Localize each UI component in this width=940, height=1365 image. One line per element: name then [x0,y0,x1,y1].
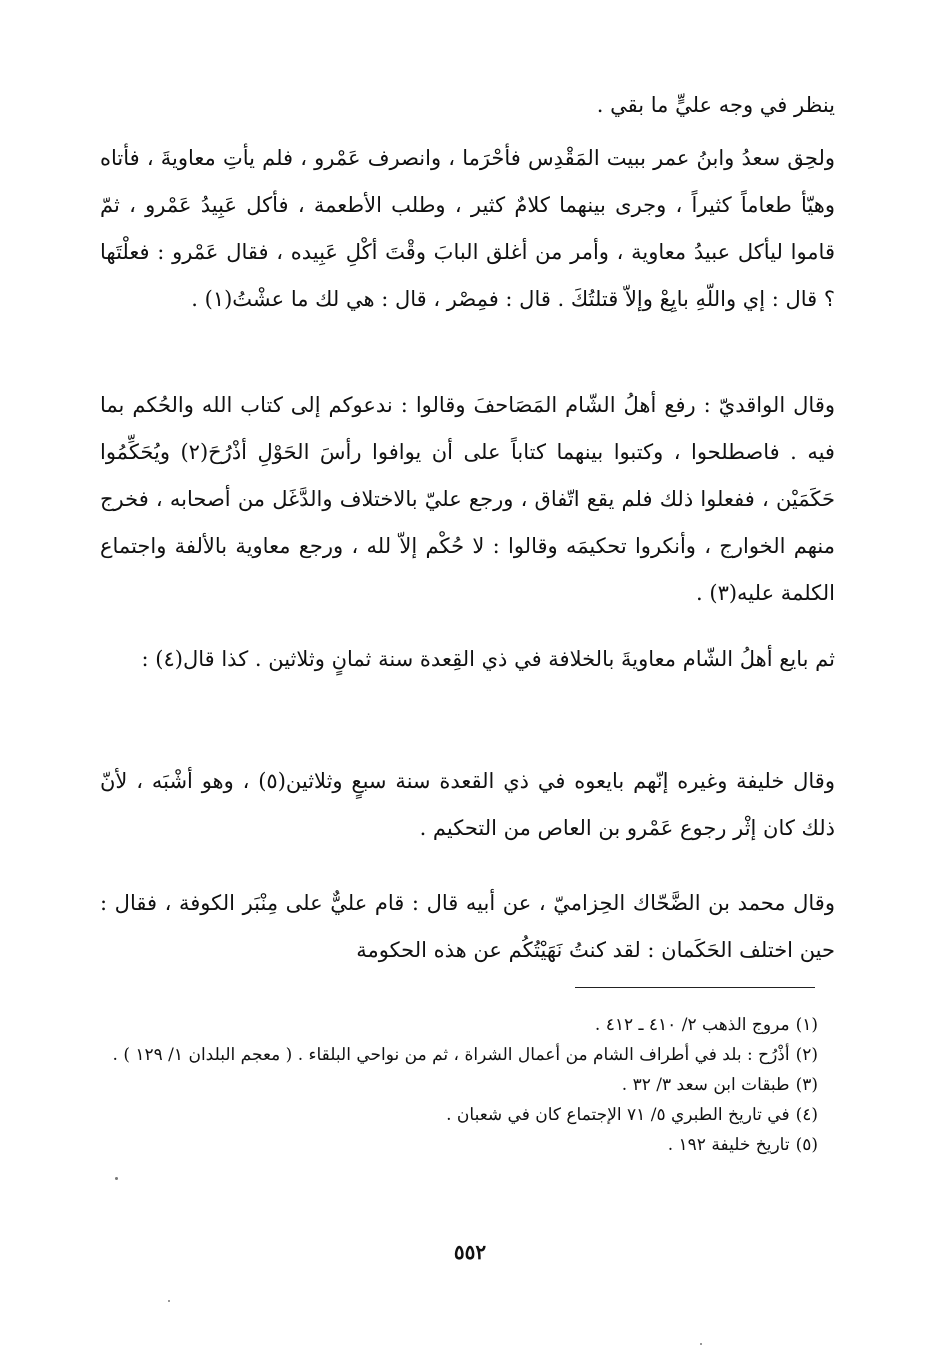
footnote-4 [100,1100,818,1130]
footnote-text: أذْرُح : بلد في أطراف الشام من أعمال الشراة ، ثم من نواحي البلقاء . ( معجم البلدان ١/ ١٢٩ ) . [112,1045,790,1065]
page-number: ٥٥٢ [453,1240,487,1264]
paragraph-continuation: ينظر في وجه عليٍّ ما بقي . [596,93,835,117]
footnote-number: (٣) [795,1075,818,1095]
paragraph-waqidi: وقال الواقديّ : رفع أهلُ الشّام المَصَاحفَ وقالوا : ندعوكم إلى كتاب الله والحُكم بما فيه . فاصطلحوا ، وكتبوا بينهما كتاباً على أن يوافوا رأسَ الحَوْلِ أذْرُحَ(٢) ويُحَكِّمُوا حَكَمَيْن ، ففعلوا ذلك فلم يقع اتّفاق ، ورجع عليّ بالاختلاف والدَّغَل من أصحابه ، فخرج منهم الخوارج ، وأنكروا تحكيمَه وقالوا : لا حُكْم إلاّ لله ، ورجع معاوية بالألفة واجتماع الكلمة عليه(٣) . [100,393,835,605]
footnote-2 [100,1040,818,1070]
footnote-number: (٥) [795,1135,818,1155]
scan-speck [700,1343,702,1345]
footnote-text: طبقات ابن سعد ٣/ ٣٢ . [621,1075,790,1095]
paragraph-khalifa: وقال خليفة وغيره إنّهم بايعوه في ذي القعدة سنة سبعٍ وثلاثين(٥) ، وهو أشْبَه ، لأنّ ذلك كان إثْر رجوع عَمْرو بن العاص من التحكيم . [100,769,835,840]
footnote-text: تاريخ خليفة ١٩٢ . [667,1135,790,1155]
paragraph-saad-jerusalem: ولحِق سعدُ وابنُ عمر ببيت المَقْدِس فأحْرَما ، وانصرف عَمْرو ، فلم يأتِ معاويةَ ، فأتاه وهيّأ طعاماً كثيراً ، وجرى بينهما كلامٌ كثير ، وطلب الأطعمة ، فأكل عَبِيدُ عَمْرو ، ثمّ قاموا ليأكل عبيدُ معاوية ، وأمر من أغلق البابَ وقْتَ أكْلِ عَبِيده ، فقال عَمْرو : فعلْتَها ؟ قال : إي واللّهِ بايِعْ وإلاّ قتلتُكَ . قال : فمِصْر ، قال : هي لك ما عشْتُ(١) . [100,146,835,311]
footnote-text: في تاريخ الطبري ٥/ ٧١ الإجتماع كان في شعبان . [446,1105,790,1125]
footnote-5 [100,1130,818,1160]
footnote-number: (١) [795,1015,818,1035]
footnote-divider [575,987,815,988]
footnote-1 [100,1010,818,1040]
footnote-3 [100,1070,818,1100]
footnote-number: (٢) [795,1045,818,1065]
footnotes [100,1010,818,1160]
paragraph-bayah: ثم بايع أهلُ الشّام معاويةَ بالخلافة في ذي القِعدة سنة ثمانٍ وثلاثين . كذا قال(٤) : [141,647,835,671]
paragraph-dahhak: وقال محمد بن الضَّحّاك الحِزاميّ ، عن أبيه قال : قام عليٌّ على مِنْبَر الكوفة ، فقال : حين اختلف الحَكَمان : لقد كنتُ نَهَيْتُكُم عن هذه الحكومة [100,891,835,962]
footnote-number: (٤) [795,1105,818,1125]
scan-speck [168,1300,170,1302]
scan-speck [115,1177,118,1180]
footnote-text: مروج الذهب ٢/ ٤١٠ ـ ٤١٢ . [594,1015,790,1035]
